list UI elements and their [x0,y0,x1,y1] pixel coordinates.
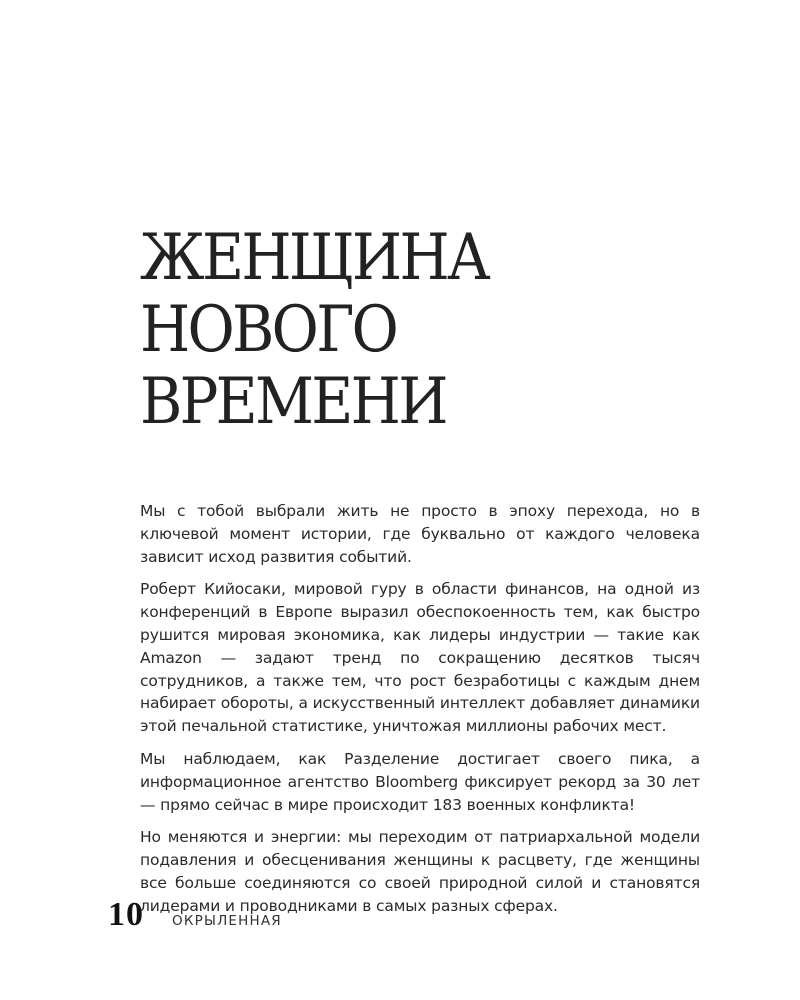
paragraph: Мы с тобой выбрали жить не просто в эпоху перехода, но в ключевой момент истории, где буквально от каждого человека зависит исход развития событий. [140,502,700,566]
chapter-title [140,222,680,438]
page-footer [108,896,282,934]
chapter-title-line: ЖЕНЩИНА [140,221,488,295]
paragraph: Но меняются и энергии: мы переходим от патриархальной модели подавления и обесценивания женщины к расцвету, где женщины все больше соединяются со своей природной силой и становятся лидерами и проводниками в самых разных сферах. [140,828,700,915]
chapter-title-line: НОВОГО [140,293,397,367]
chapter-title-line: ВРЕМЕНИ [140,365,446,439]
running-head: ОКРЫЛЕННАЯ [172,913,282,929]
paragraph: Мы наблюдаем, как Разделение достигает своего пика, а информационное агентство Bloomberg фиксирует рекорд за 30 лет — прямо сейчас в мире происходит 183 военных конфликта! [140,749,700,814]
paragraph: Роберт Кийосаки, мировой гуру в области финансов, на одной из конференций в Европе выразил обеспокоенность тем, как быстро рушится мировая экономика, как лидеры индустрии — такие как Amazon — задают тренд по сокращению десятков тысяч сотрудников, а также тем, что рост безработицы с каждым днем набирает обороты, а искусственный интеллект добавляет динамики этой печальной статистике, уничтожая миллионы рабочих мест. [140,580,700,736]
body-text [140,500,700,928]
page-number: 10 [108,896,144,933]
